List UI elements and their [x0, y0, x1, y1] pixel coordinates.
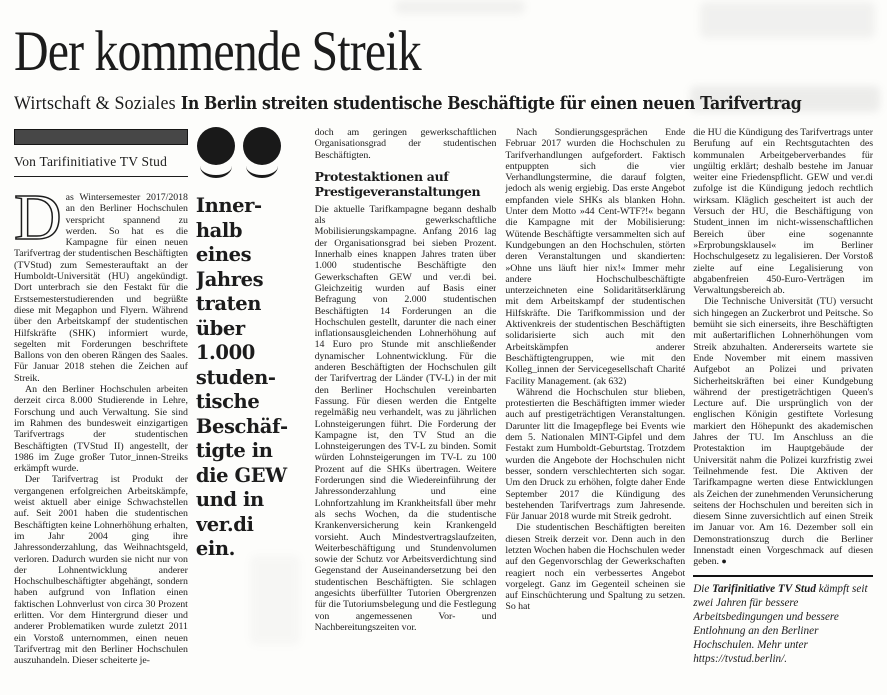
byline-bar: [14, 129, 188, 145]
pull-quote-column: [196, 127, 299, 687]
article-paragraph: Die aktuelle Tarifkampagne begann deshalb als gewerkschaftliche Mobilisierungskampagne. Anfang 2016 lag der Organisationsgrad bei sieben Prozent. Innerhalb eines knappen Jahres traten über 1.000 studentische Beschäftigte den Gewerkschaften GEW und ver.di bei. Gleichzeitig wurden auf Basis einer Befragung von 2.000 studentischen Beschäftigten 14 Forderungen an die Hochschulen gestellt, darunter die nach einer inflationsausgleichenden Lohnerhöhung auf 14 Euro pro Stunde mit anschließender dynamischer Lohnentwicklung. Für die anderen Beschäftigten der Hochschulen gilt der Tarifvertrag der Länder (TV-L) in der mit den Berliner Hochschulen vereinbarten Fassung. Für diesen werden die Entgelte regelmäßig neu verhandelt, was zu jährlichen Lohnsteigerungen führt. Die Forderung der Kampagne ist, den TV Stud an die Lohnsteigerungen des TV-L zu binden. Somit würden Lohnsteigerungen im TV-L zu 100 Prozent auf die SHKs übertragen. Weitere Forderungen sind die Wiedereinführung der Jahressonderzahlung und eine Lohnfortzahlung im Krankheitsfall über mehr als sechs Wochen, da die studentische Krankenversicherung kein Krankengeld vorsieht. Auch Mindestvertragslaufzeiten, Weiterbeschäftigung und Stundenvolumen sowie der Schutz vor Arbeitsverdichtung sind Gegenstand der Auseinandersetzung bei den studentischen Beschäftigten. Sie schlagen angesichts überfüllter Tutorien Obergrenzen für die Tutoriumsbelegung und die Festlegung von angemessenen Vor- und Nachbereitungszeiten vor.: [314, 203, 497, 633]
section-crosshead: Protestaktionen auf Prestigeveranstaltungen: [314, 168, 481, 200]
text-column-1: [14, 127, 188, 687]
article-headline: Der kommende Streik: [14, 20, 421, 83]
article-body: [0, 127, 887, 687]
article-paragraph: Während die Hochschulen stur blieben, protestierten die Beschäftigten immer wieder auch auf prestigeträchtigen Veranstaltungen. Darunter litt die Imagepflege bei Events wie dem 5. Nationalen MINT-Gipfel und dem Festakt zum Humboldt-Geburtstag. Trotzdem wurden die Angebote der Hochschulen nicht besser, sondern verschlechterten sich sogar. Um den Druck zu erhöhen, folgte daher Ende September 2017 die Kündigung des bestehenden Tarifvertrags zum Jahresende. Für Januar 2018 wurde mit Streik gedroht.: [505, 386, 686, 523]
byline: Von Tarifinitiative TV Stud: [14, 154, 188, 177]
article-paragraph: [14, 181, 188, 384]
paragraph-text: Die Technische Universität (TU) versucht sich hingegen an Zuckerbrot und Peitsche. So bemüht sie sich einerseits, ihre Beschäftigten mit außertariflichen Lohnerhöhungen vom Streik abzuhalten. Andererseits wartete sie Ende November mit einem massiven Aufgebot an Polizei und privaten Sicherheitskräften bei einer Kundgebung während der prestigeträchtigen Queen's Lecture auf. Die ursprünglich von der englischen Königin gestiftete Vorlesung markiert den Höhepunkt des akademischen Jahres der TU. Im Anschluss an die Protestaktion im Hauptgebäude der Universität nahm die Polizei kurzfristig zwei Teilnehmende fest. Die Aktiven der Tarifkampagne werten diese Entwicklungen als Zeichen der zunehmenden Verunsicherung seitens der Hochschulen und bereiten sich in diesem Sinne zuversichtlich auf einen Streik im Januar vor. Am 16. Dezember soll ein Demonstrationszug durch die Berliner Innenstadt einen Vorgeschmack auf diesen geben.: [693, 296, 873, 568]
article-masthead: [0, 0, 887, 115]
article-subheadline: In Berlin streiten studentische Beschäftigte für einen neuen Tarifvertrag: [180, 93, 802, 114]
quote-circle-icon: [243, 127, 282, 178]
article-paragraph: die HU die Kündigung des Tarifvertrags unter Berufung auf ein Rechtsgutachten des kommunalen Arbeitgeberverbandes für ungültig erklärt; deshalb bestehe im Januar weiter eine Friedenspflicht. GEW und ver.di zufolge ist die Kündigung jedoch rechtlich wirksam. Kläglich gescheitert ist auch der Versuch der HU, die Beschäftigung von Student_innen im nicht-wissenschaftlichen Bereich über eine sogenannte »Erprobungsklausel« im Berliner Hochschulgesetz zu legalisieren. Der Vorstoß zielte auf eine Legalisierung von abgabenfreien 450-Euro-Verträgen im Verwaltungsbereich ab.: [693, 127, 873, 297]
article-paragraph: Die studentischen Beschäftigten bereiten diesen Streik derzeit vor. Denn auch in den letzten Wochen haben die Hochschulen weder auf den Gegenvorschlag der Gewerkschaften reagiert noch ein verbessertes Angebot vorgelegt. Ganz im Gegenteil scheinen sie auf Einschüchterung und Spaltung zu setzen. So hat: [505, 522, 686, 613]
article-paragraph: An den Berliner Hochschulen arbeiten derzeit circa 8.000 Studierende in Lehre, Forschung und auch Verwaltung. Sie sind im Rahmen des bundesweit einzigartigen Tarifvertrags der studentischen Beschäftigten (TVStud II) angestellt, der 1986 im Zuge großer Tutor_innen-Streiks erkämpft wurde.: [14, 384, 188, 475]
text-column-2: [315, 127, 497, 687]
author-note-divider: [693, 575, 873, 577]
text-column-4: [693, 127, 873, 687]
end-of-article-icon: ●: [721, 556, 727, 567]
paragraph-text: as Wintersemester 2017/2018 an den Berliner Hochschulen verspricht spannend zu werden. So hat es die Kampagne für einen neuen Tarifvertrag der studentischen Beschäftigten (TVStud) zum Semesterauftakt an der Humboldt-Universität (HU) angekündigt. Dort unterbrach sie den Festakt für die Erstsemesterstudierenden und begrüßte diese mit Megaphon und Flyern. Während über den Arbeitskampf der studentischen Hilfskräfte (SHK) informiert wurde, segelten mit Forderungen beschriftete Ballons von den oberen Rängen des Saales. Für Januar 2018 stehen die Zeichen auf Streik.: [14, 192, 188, 384]
author-note-lead: Die: [693, 582, 713, 595]
article-paragraph: Der Tarifvertrag ist Produkt der vergangenen erfolgreichen Arbeitskämpfe, weist aktuell aber einige Schwachstellen auf. Seit 2001 haben die studentischen Beschäftigten keine Lohnerhöhung erhalten, im Jahr 2004 ging ihre Jahressonderzahlung, das Weihnachtsgeld, verloren. Dadurch wurden sie nicht nur von der Lohnentwicklung anderer Hochschulbeschäftigter abgehängt, sondern haben aufgrund von Inflation einen faktischen Lohnverlust von circa 30 Prozent erlitten. Vor dem Hintergrund dieser und anderer Problematiken wurde zuletzt 2011 ein Vorstoß unternommen, einen neuen Tarifvertrag mit den Berliner Hochschulen auszuhandeln. Dieser scheiterte je-: [14, 474, 188, 667]
quotation-marks-icon: [197, 127, 299, 178]
section-kicker: Wirtschaft & Soziales: [14, 94, 181, 114]
quote-circle-icon: [197, 127, 236, 178]
author-note-name: Tarifinitiative TV Stud: [712, 582, 816, 595]
article-paragraph: [693, 296, 873, 567]
article-subheadline-row: [14, 93, 847, 115]
article-paragraph: doch am geringen gewerkschaftlichen Organisationsgrad der studentischen Beschäftigten.: [314, 127, 497, 161]
drop-cap: D: [14, 181, 62, 254]
pull-quote: Innerhalb eines Jahres traten über 1.000 studentische Beschäftigte in die GEW und in ver.di ein.: [195, 194, 289, 560]
article-paragraph: Nach Sondierungsgesprächen Ende Februar 2017 wurden die Hochschulen zu Tarifverhandlungen aufgefordert. Faktisch entpuppten sich die vier Verhandlungstermine, die darauf folgten, jedoch als wenig ergiebig. Das erste Angebot empfanden viele SHKs als blanken Hohn. Unter dem Motto »44 Cent-WTF?!« begann die Kampagne mit der Mobilisierung: Wütende Beschäftigte versammelten sich auf Kundgebungen an den Hochschulen, störten deren Veranstaltungen und skandierten: »Ohne uns läuft hier nix!« Immer mehr andere Hochschulbeschäftigte unterzeichneten eine Solidaritätserklärung mit dem Arbeitskampf der studentischen Hilfskräfte. Die Tarifkommission und der Aktivenkreis der studentischen Beschäftigten solidarisierte sich auch mit den Arbeitskämpfen anderer Beschäftigtengruppen, wie mit den Kolleg_innen der Servicegesellschaft Charité Facility Management. (ak 632): [505, 127, 686, 387]
text-column-3: [505, 127, 685, 687]
author-note-text: kämpft seit zwei Jahren für bessere Arbeitsbedingungen und bessere Entlohnung an den Berliner Hochschulen. Mehr unter https://tvstud.berlin/.: [693, 582, 868, 665]
author-note: [693, 582, 873, 666]
